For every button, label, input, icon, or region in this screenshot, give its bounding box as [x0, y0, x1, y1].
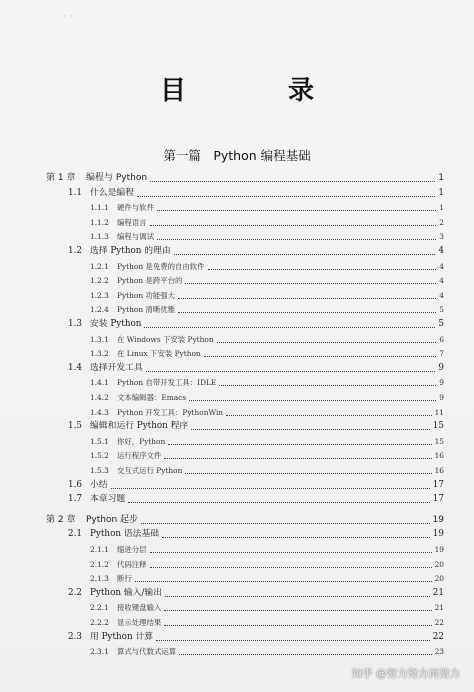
toc-entry-title: 在 Windows 下安装 Python [117, 334, 214, 344]
toc-entry-number: 1.1.1 [90, 203, 109, 213]
toc-leader-dots [111, 488, 430, 489]
toc-entry [0, 477, 474, 491]
toc-entry-title: 硬件与软件 [117, 203, 154, 213]
toc-leader-dots [168, 444, 432, 445]
toc-entry [0, 228, 474, 242]
toc-entry-number: 2.1.3 [90, 574, 109, 584]
toc-entry [0, 556, 474, 570]
toc-entry-title: 运行程序文件 [117, 451, 162, 461]
watermark: 知乎 @努力努力再努力 [351, 668, 460, 680]
toc-entry [0, 185, 474, 199]
toc-entry-number: 2.1.2 [90, 559, 109, 569]
toc-entry [0, 170, 474, 184]
toc-entry-number: 2.3 [68, 631, 82, 642]
toc-leader-dots [226, 415, 432, 416]
toc-entry-number: 1.4.2 [90, 393, 109, 402]
toc-leader-dots [150, 181, 435, 182]
toc-entry-page: 6 [439, 334, 444, 344]
toc-leader-dots [162, 537, 430, 538]
toc-entry-title: 选择开发工具 [90, 362, 143, 373]
toc-entry-number: 1.1 [68, 187, 82, 198]
toc-leader-dots [165, 596, 430, 597]
toc-entry-page: 7 [439, 349, 444, 359]
toc-entry [0, 433, 474, 447]
toc-entry-title: Python 输入/输出 [90, 587, 162, 598]
toc-entry [0, 447, 474, 461]
toc-leader-dots [150, 225, 436, 226]
toc-entry-page: 21 [434, 603, 444, 613]
toc-entry-number: 1.7 [68, 494, 82, 505]
toc-leader-dots [178, 312, 436, 313]
toc-entry-title: 交互式运行 Python [117, 466, 183, 475]
toc-entry-title: Python 清晰优雅 [117, 305, 175, 315]
toc-leader-dots [178, 298, 436, 299]
toc-entry-title: 选择 Python 的理由 [90, 246, 171, 256]
toc-entry-page: 5 [438, 319, 444, 329]
toc-entry-title: 什么是编程 [90, 187, 134, 198]
toc-entry-page: 4 [439, 276, 444, 286]
toc-entry-number: 1.3 [68, 319, 82, 329]
toc-entry [0, 643, 474, 657]
toc-entry [0, 345, 474, 359]
toc-entry-page: 23 [434, 647, 444, 657]
toc-leader-dots [174, 254, 435, 255]
toc-entry [0, 614, 474, 628]
toc-entry-page: 5 [439, 305, 444, 315]
toc-entry-number: 1.5.1 [90, 436, 109, 446]
toc-entry-title: 用 Python 计算 [90, 631, 154, 642]
toc-leader-dots [128, 502, 430, 503]
toc-entry-page: 21 [432, 587, 444, 598]
toc-entry-number: 1.3.1 [90, 334, 109, 344]
toc-entry-number: 第 1 章 [46, 173, 76, 183]
toc-entry [0, 272, 474, 286]
toc-entry-title: Python 自带开发工具：IDLE [117, 378, 217, 388]
toc-leader-dots [179, 654, 432, 655]
toc-entry-title: 安装 Python [90, 319, 142, 329]
part-title: 第一篇 Python 编程基础 [163, 148, 311, 163]
toc-entry-number: 1.4 [68, 362, 82, 373]
toc-entry [0, 374, 474, 388]
toc-entry-number: 1.4.3 [90, 407, 109, 417]
toc-entry-page: 1 [439, 203, 444, 213]
toc-entry-page: 9 [439, 378, 444, 388]
toc-entry [0, 629, 474, 643]
toc-entry-page: 11 [434, 407, 444, 417]
toc-entry [0, 541, 474, 555]
toc-entry [0, 199, 474, 213]
toc-entry-number: 1.5.2 [90, 451, 109, 461]
toc-entry-page: 15 [434, 436, 444, 446]
toc-entry-title: 你好，Python [117, 436, 166, 446]
toc-entry-title: 算式与代数式运算 [117, 647, 177, 657]
toc-entry-title: 编程与 Python [86, 173, 148, 183]
toc-leader-dots [204, 356, 436, 357]
toc-entry [0, 301, 474, 315]
toc-leader-dots [146, 371, 435, 372]
toc-leader-dots [191, 429, 430, 430]
toc-entry-page: 4 [439, 290, 444, 300]
toc-leader-dots [150, 552, 432, 553]
toc-entry-title: Python 起步 [86, 514, 139, 525]
toc-entry-number: 1.5.3 [90, 466, 109, 475]
toc-entry-page: 16 [434, 466, 444, 475]
toc-entry-page: 20 [434, 574, 444, 584]
toc-leader-dots [185, 473, 432, 474]
toc-entry-number: 2.2 [68, 587, 82, 598]
toc-entry [0, 404, 474, 418]
page-title: 目 录 [159, 76, 352, 106]
toc-leader-dots [185, 283, 436, 284]
toc-entry [0, 331, 474, 345]
toc-leader-dots [137, 196, 435, 197]
toc-entry-title: Python 是免费的自由软件 [117, 261, 205, 271]
toc-entry-number: 1.6 [68, 479, 82, 490]
toc-leader-dots [219, 385, 436, 386]
toc-entry [0, 599, 474, 613]
toc-entry-number: 1.1.3 [90, 232, 109, 242]
toc-leader-dots [141, 523, 430, 524]
toc-entry [0, 360, 474, 374]
toc-entry-page: 2 [439, 217, 444, 227]
toc-entry-page: 22 [432, 631, 444, 642]
toc-leader-dots [164, 625, 432, 626]
toc-entry [0, 287, 474, 301]
toc-entry [0, 570, 474, 584]
toc-leader-dots [164, 610, 432, 611]
toc-leader-dots [156, 640, 430, 641]
toc-entry-number: 1.3.2 [90, 349, 109, 359]
toc-entry-number: 1.2.4 [90, 305, 109, 315]
toc-entry-number: 2.1 [68, 529, 82, 540]
toc-entry-number: 1.4.1 [90, 378, 109, 388]
toc-entry-number: 第 2 章 [46, 514, 76, 525]
toc-leader-dots [157, 239, 436, 240]
toc-entry [0, 526, 474, 540]
toc-entry-title: 小结 [90, 479, 108, 490]
toc-entry-number: 1.5 [68, 421, 82, 432]
toc-entry-title: Python 开发工具：PythonWin [117, 407, 224, 417]
toc-entry [0, 214, 474, 228]
toc-leader-dots [217, 342, 436, 343]
toc-entry-title: 编程与调试 [117, 232, 154, 242]
toc-entry-page: 1 [438, 187, 444, 198]
toc-entry [0, 243, 474, 257]
toc-leader-dots [150, 567, 432, 568]
toc-entry-title: 编辑和运行 Python 程序 [90, 421, 189, 432]
toc-entry-page: 9 [439, 393, 444, 402]
toc-entry [0, 462, 474, 476]
toc-entry-number: 2.3.1 [90, 647, 109, 657]
toc-entry-title: 断行 [117, 574, 132, 584]
toc-entry-title: 显示处理结果 [117, 618, 162, 627]
toc-entry-number: 1.2.3 [90, 290, 109, 300]
toc-entry [0, 389, 474, 403]
toc-leader-dots [189, 400, 436, 401]
toc-leader-dots [135, 581, 432, 582]
toc-entry-number: 2.2.1 [90, 603, 109, 613]
toc-entry-title: 接收键盘输入 [117, 603, 162, 613]
toc-entry-page: 20 [434, 559, 444, 569]
toc-entry [0, 585, 474, 599]
toc-entry-page: 1 [438, 173, 444, 183]
toc-entry [0, 316, 474, 330]
toc-leader-dots [157, 210, 436, 211]
toc-entry-page: 17 [432, 479, 444, 490]
toc-entry [0, 512, 474, 526]
toc-entry-title: 代码注释 [117, 559, 147, 569]
toc-entry-number: 1.1.2 [90, 217, 109, 227]
toc-entry-page: 3 [439, 232, 444, 242]
toc-entry-title: 文本编辑器：Emacs [117, 393, 187, 402]
toc-entry-page: 22 [434, 618, 444, 627]
toc-entry [0, 418, 474, 432]
toc-entry-page: 16 [434, 451, 444, 461]
toc-entry-page: 9 [438, 362, 444, 373]
toc-leader-dots [208, 269, 436, 270]
toc-entry-title: Python 语法基础 [90, 529, 160, 540]
toc-entry-title: 本章习题 [90, 494, 126, 505]
toc-entry-number: 2.1.1 [90, 545, 109, 554]
toc-entry-title: 缩进分层 [117, 545, 147, 554]
toc-entry-number: 1.2.2 [90, 276, 109, 286]
toc-entry-page: 19 [432, 529, 444, 540]
toc-entry-page: 19 [432, 514, 444, 525]
toc-leader-dots [164, 458, 432, 459]
toc-entry-title: 在 Linux 下安装 Python [117, 349, 201, 359]
toc-entry-title: Python 功能强大 [117, 290, 175, 300]
toc-entry-page: 17 [432, 494, 444, 505]
toc-entry-page: 4 [438, 246, 444, 256]
toc-entry [0, 258, 474, 272]
toc-entry-number: 2.2.2 [90, 618, 109, 627]
header-mark: · · · · · · [42, 12, 81, 21]
toc-entry-number: 1.2.1 [90, 261, 109, 271]
toc-entry-title: Python 是跨平台的 [117, 276, 183, 286]
toc-entry-page: 15 [432, 421, 444, 432]
toc-entry-page: 19 [434, 545, 444, 554]
toc-entry-title: 编程语言 [117, 217, 147, 227]
toc-entry-page: 4 [439, 261, 444, 271]
toc-entry [0, 491, 474, 505]
toc-leader-dots [144, 327, 435, 328]
toc-entry-number: 1.2 [68, 246, 82, 256]
